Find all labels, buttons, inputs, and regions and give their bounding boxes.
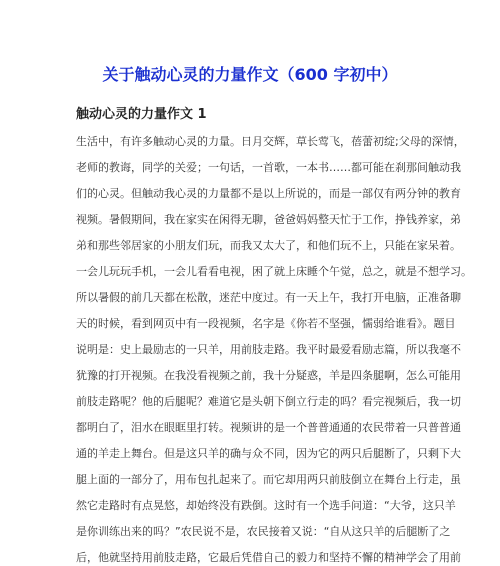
body-line: 是你训练出来的吗？”农民说不是，农民接着又说：“自从这只羊的后腿断了之 — [76, 525, 451, 538]
body-line: 视频。暑假期间，我在家实在闲得无聊，爸爸妈妈整天忙于工作，挣钱养家，弟 — [76, 213, 461, 226]
body-line: 们的心灵。但触动我心灵的力量都不是以上所说的，而是一部仅有两分钟的教育 — [76, 187, 461, 200]
body-line: 前肢走路呢？他的后腿呢？难道它是头朝下倒立行走的吗？看完视频后，我一切 — [76, 395, 461, 408]
body-line: 老师的教诲，同学的关爱；一句话，一首歌，一本书……都可能在刹那间触动我 — [76, 161, 461, 174]
article-title: 关于触动心灵的力量作文（600 字初中） — [102, 65, 398, 84]
body-line: 弟和那些邻居家的小朋友们玩，而我又太大了，和他们玩不上，只能在家呆着。 — [76, 239, 461, 252]
body-line: 然它走路时有点晃悠，却始终没有跌倒。这时有一个选手问道：“大爷，这只羊 — [76, 499, 456, 512]
body-line: 一会儿玩玩手机，一会儿看看电视，困了就上床睡个午觉，总之，就是不想学习。 — [76, 265, 472, 278]
body-line: 说明是：史上最励志的一只羊，用前肢走路。我平时最爱看励志篇，所以我毫不 — [76, 343, 461, 356]
body-line: 生活中，有许多触动心灵的力量。日月交辉，草长莺飞，蓓蕾初绽;父母的深情， — [76, 135, 465, 148]
section-heading: 触动心灵的力量作文 1 — [76, 107, 207, 122]
body-line: 所以暑假的前几天都在松散，迷茫中度过。有一天上午，我打开电脑，正准备聊 — [76, 291, 461, 304]
body-line: 通的羊走上舞台。但是这只羊的确与众不同，因为它的两只后腿断了，只剩下大 — [76, 447, 461, 460]
body-line: 犹豫的打开视频。在我没看视频之前，我十分疑惑，羊是四条腿啊，怎么可能用 — [76, 369, 461, 382]
body-line: 后，他就坚持用前肢走路，它最后凭借自己的毅力和坚持不懈的精神学会了用前 — [76, 551, 461, 564]
body-line: 都明白了，泪水在眼眶里打转。视频讲的是一个普普通通的农民带着一只普普通 — [76, 421, 461, 434]
body-line: 腿上面的一部分了，用布包扎起来了。而它却用两只前肢倒立在舞台上行走，虽 — [76, 473, 461, 486]
body-line: 天的时候，看到网页中有一段视频，名字是《你若不坚强，懦弱给谁看》。题目 — [76, 317, 456, 330]
